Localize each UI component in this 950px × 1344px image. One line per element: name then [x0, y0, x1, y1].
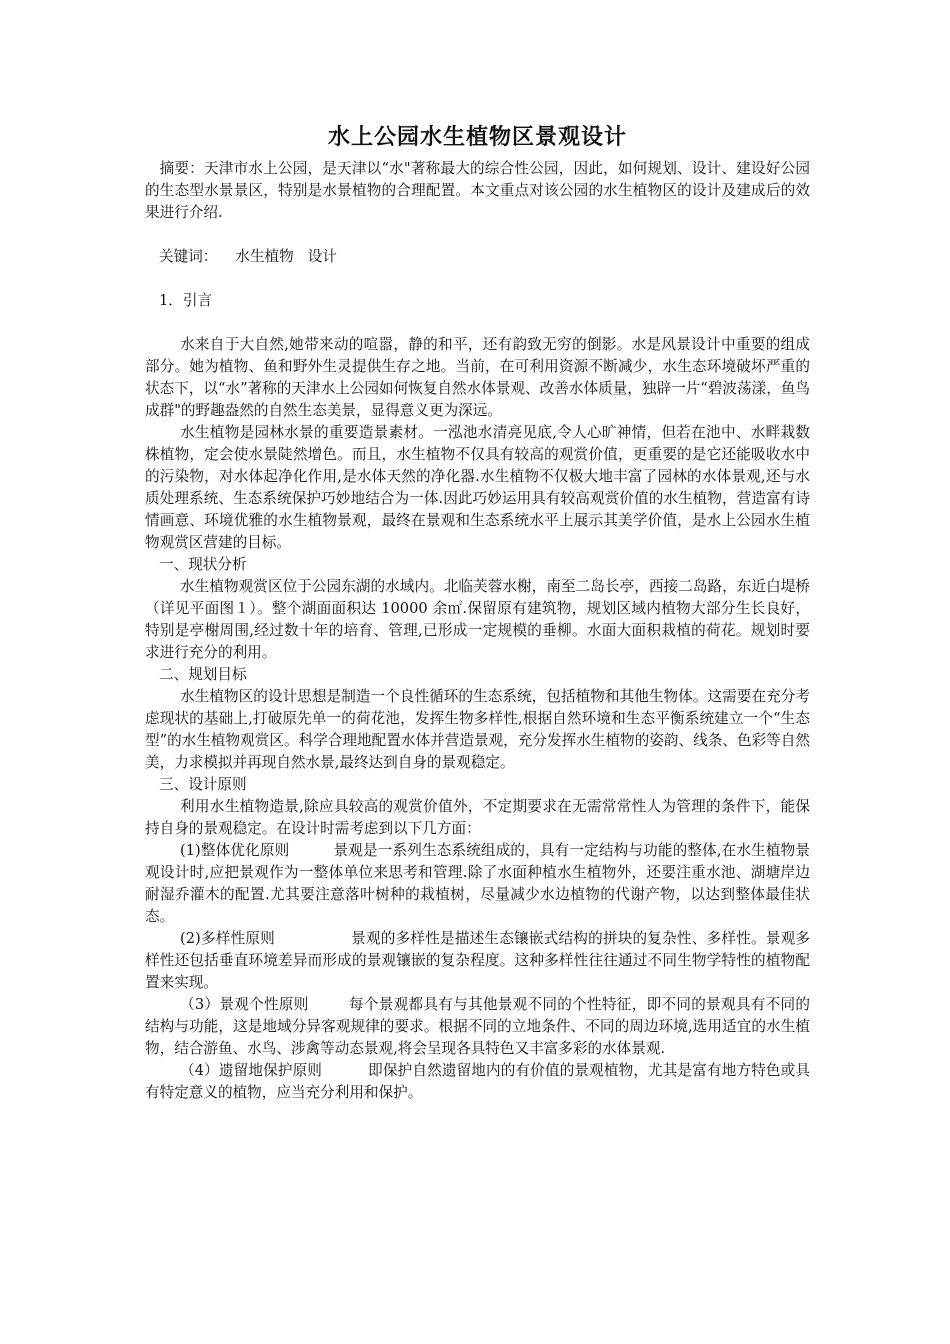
principle-item	[145, 1060, 810, 1104]
principle-label: (1)整体优化原则	[180, 842, 290, 859]
section-heading-intro: 1．引言	[159, 292, 213, 309]
page-title: 水上公园水生植物区景观设计	[327, 125, 627, 150]
principle-label: (2)多样性原则	[180, 930, 275, 947]
spacer	[145, 312, 810, 334]
section-paragraph: 水生植物区的设计思想是制造一个良性循环的生态系统，包括植物和其他生物体。这需要在充分考虑现状的基础上,打破原先单一的荷花池，发挥生物多样性,根据自然环境和生态平衡系统建立一个“生态型”的水生植物观赏区。科学合理地配置水体并营造景观，充分发挥水生植物的姿韵、线条、色彩等自然美，力求模拟并再现自然水景,最终达到自身的景观稳定。	[145, 688, 810, 771]
principle-text: 每个景观都具有与其他景观不同的个性特征，即不同的景观具有不同的结构与功能，这是地域分异客观规律的要求。根据不同的立地条件、不同的周边环境,选用适宜的水生植物，结合游鱼、水鸟、涉禽等动态景观,将会呈现各具特色又丰富多彩的水体景观.	[145, 996, 810, 1057]
section-paragraph: 水生植物观赏区位于公园东湖的水域内。北临芙蓉水榭，南至二岛长亭，西接二岛路，东近白堤桥（详见平面图１）。整个湖面面积达 10000 余㎡.保留原有建筑物，规划区域内植物大部分生长良好，特别是亭榭周围,经过数十年的培育、管理,已形成一定规模的垂柳。水面大面积栽植的荷花。规划时要求进行充分的利用。	[145, 578, 810, 661]
principle-label: （4）遗留地保护原则	[180, 1062, 323, 1079]
spacer	[145, 268, 810, 290]
abstract-paragraph: 摘要：天津市水上公园，是天津以“水"著称最大的综合性公园，因此，如何规划、设计、建设好公园的生态型水景景区，特别是水景植物的合理配置。本文重点对该公园的水生植物区的设计及建成后的效果进行介绍.	[145, 160, 810, 221]
keywords-label: 关键词：	[159, 248, 218, 265]
keyword-item: 设计	[307, 248, 337, 265]
principle-text: 景观是一系列生态系统组成的，具有一定结构与功能的整体,在水生植物景观设计时,应把景观作为一整体单位来思考和管理.除了水面种植水生植物外，还要注重水池、湖塘岸边耐湿乔灌木的配置.尤其要注意落叶树种的栽植树，尽量减少水边植物的代谢产物，以达到整体最佳状态。	[145, 842, 810, 925]
intro-paragraph: 水来自于大自然,她带来动的喧嚣，静的和平，还有韵致无穷的倒影。水是风景设计中重要的组成部分。她为植物、鱼和野外生灵提供生存之地。当前，在可利用资源不断减少，水生态环境破坏严重的状态下，以“水”著称的天津水上公园如何恢复自然水体景观、改善水体质量，独辟一片“碧波荡漾，鱼鸟成群"的野趣盎然的自然生态美景，显得意义更为深远。	[145, 336, 810, 419]
keywords-line	[145, 246, 810, 268]
section-heading: 二、规划目标	[159, 666, 247, 683]
principle-item	[145, 994, 810, 1060]
principle-item	[145, 840, 810, 928]
section-heading: 一、现状分析	[159, 556, 247, 573]
principle-text: 即保护自然遗留地内的有价值的景观植物，尤其是富有地方特色或具有特定意义的植物，应当充分利用和保护。	[145, 1062, 810, 1101]
document-page	[145, 118, 810, 1104]
section-paragraph: 利用水生植物造景,除应具较高的观赏价值外，不定期要求在无需常常性人为管理的条件下，能保持自身的景观稳定。在设计时需考虑到以下几方面：	[145, 798, 810, 837]
section-heading: 三、设计原则	[159, 776, 247, 793]
spacer	[145, 224, 810, 246]
intro-paragraph: 水生植物是园林水景的重要造景素材。一泓池水清亮见底,令人心旷神情，但若在池中、水畔栽数株植物，定会使水景陡然增色。而且，水生植物不仅具有较高的观赏价值，更重要的是它还能吸收水中的污染物，对水体起净化作用,是水体天然的净化器.水生植物不仅极大地丰富了园林的水体景观,还与水质处理系统、生态系统保护巧妙地结合为一体.因此巧妙运用具有较高观赏价值的水生植物，营造富有诗情画意、环境优雅的水生植物景观，最终在景观和生态系统水平上展示其美学价值，是水上公园水生植物观赏区营建的目标。	[145, 424, 810, 551]
principle-label: （3）景观个性原则	[180, 996, 309, 1013]
principle-item	[145, 928, 810, 994]
principle-text: 景观的多样性是描述生态镶嵌式结构的拼块的复杂性、多样性。景观多样性还包括垂直环境差异而形成的景观镶嵌的复杂程度。这种多样性往往通过不同生物学特性的植物配置来实现。	[145, 930, 810, 991]
keyword-item: 水生植物	[235, 248, 294, 265]
